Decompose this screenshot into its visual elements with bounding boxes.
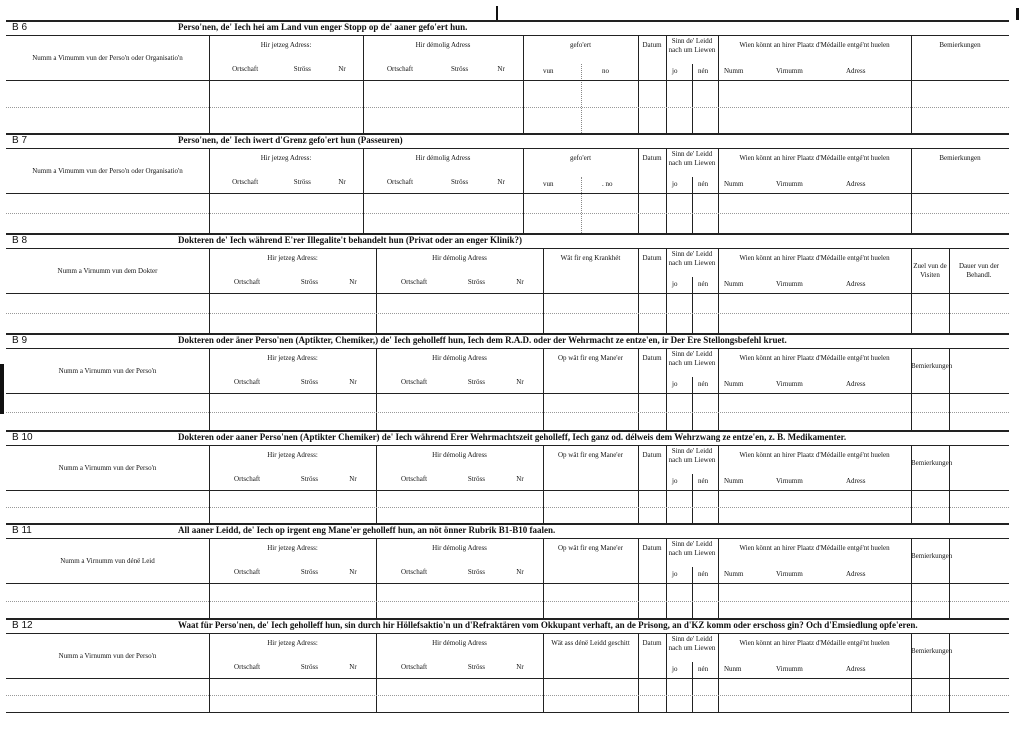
registration-form: [6, 20, 1009, 713]
form-bottom-line: [6, 712, 1009, 713]
strooss-label: Ströss: [467, 663, 485, 671]
current-address-label: Hir jetzeg Adress:: [260, 154, 312, 162]
column-line: [718, 149, 719, 233]
current-address-label: Hir jetzeg Adress:: [267, 254, 318, 262]
section-title: Dokteren de' Iech während E'rer Illegalite't behandelt hun (Privat oder an enger Klinik?): [178, 235, 523, 245]
section-b-11: [6, 523, 1009, 618]
column-line: [718, 539, 719, 618]
former-address-label: Hir démolig Adress: [415, 154, 471, 162]
strooss-label: Ströss: [300, 278, 318, 286]
ortschaft-label: Ortschaft: [387, 65, 414, 73]
column-line: [911, 634, 912, 712]
nr-label: Nr: [349, 663, 357, 671]
column-line: [581, 64, 582, 133]
alive-label: Sinn de' Leidd nach um Liewen: [668, 150, 716, 167]
strooss-label: Ströss: [451, 65, 469, 73]
row-line: [6, 107, 1009, 108]
recipient-name-label: Numm: [724, 570, 744, 578]
section-title: Perso'nen, de' Iech hei am Land vun enger Stopp op de' aaner gefo'ert hun.: [178, 22, 468, 32]
yes-label: jo: [672, 380, 678, 388]
column-line: [718, 634, 719, 712]
row-line: [6, 412, 1009, 413]
current-address-label: Hir jetzeg Adress:: [267, 639, 318, 647]
section-header: [6, 523, 1009, 539]
column-line: [911, 36, 912, 133]
nr-label: Nr: [497, 178, 505, 186]
column-line: [363, 36, 364, 133]
section-code: B 9: [12, 335, 28, 346]
alive-label: Sinn de' Leidd nach um Liewen: [668, 250, 716, 267]
header-line: [6, 193, 1009, 194]
section-b-12: [6, 618, 1009, 712]
datum-label: Datum: [642, 154, 662, 162]
column-line: [718, 249, 719, 333]
nr-label: Nr: [516, 663, 524, 671]
col-name-label: Numm a Virnumm vun der Perso'n: [58, 367, 157, 375]
yes-label: jo: [672, 180, 678, 188]
column-line: [692, 177, 693, 233]
section-title: Dokteren oder äner Perso'nen (Aptikter, Chemiker,) de' Iech geholleff hun, Iech dem R.A.D. oder der Wehrmacht ze entze'en, ir Der Ere Stellongsbefehl kruet.: [178, 335, 787, 345]
medal-recipient-label: Wien könnt an hirer Plaatz d'Médaille entgé'nt huelen: [739, 639, 890, 647]
section-header: [6, 133, 1009, 149]
no-label: nén: [698, 477, 709, 485]
section-b-6: [6, 20, 1009, 133]
strooss-label: Ströss: [467, 378, 485, 386]
recipient-address-label: Adress: [846, 180, 866, 188]
extra-column-label: Op wät fir eng Mane'er: [557, 544, 623, 552]
ortschaft-label: Ortschaft: [401, 475, 428, 483]
column-line: [692, 662, 693, 712]
former-address-label: Hir démolig Adress: [432, 354, 487, 362]
column-line: [949, 446, 950, 523]
extra-column-label: gefo'ert: [569, 41, 592, 49]
nr-label: Nr: [338, 178, 346, 186]
row-line: [6, 213, 1009, 214]
datum-label: Datum: [642, 254, 662, 262]
recipient-address-label: Adress: [846, 280, 866, 288]
recipient-address-label: Adress: [846, 570, 866, 578]
strooss-label: Ströss: [300, 663, 318, 671]
recipient-firstname-label: Virnumm: [776, 665, 803, 673]
section-table: [6, 446, 1009, 524]
top-crop-mark: [496, 6, 498, 20]
visits-label: Bemierkungen: [911, 459, 953, 467]
ortschaft-label: Ortschaft: [234, 278, 261, 286]
col-name-label: Numm a Virnumm vun dem Dokter: [57, 267, 158, 275]
medal-recipient-label: Wien könnt an hirer Plaatz d'Médaille entgé'nt huelen: [739, 154, 890, 162]
section-title: Waat für Perso'nen, de' Iech geholleff hun, sin durch hir Höllefsaktio'n un d'Refraktären vom Okkupant verhaft, an de Prisong, an d'KZ komm oder erschoss gin? Och d'Emsiedlung opfe'eren.: [178, 620, 918, 630]
row-line: [6, 695, 1009, 696]
datum-label: Datum: [642, 451, 662, 459]
yes-label: jo: [672, 67, 678, 75]
medal-recipient-label: Wien könnt an hirer Plaatz d'Médaille entgé'nt huelen: [739, 354, 890, 362]
former-address-label: Hir démolig Adress: [432, 544, 487, 552]
extra-to-label: no: [602, 67, 609, 75]
row-line: [6, 313, 1009, 314]
section-b-7: [6, 133, 1009, 233]
ortschaft-label: Ortschaft: [234, 568, 261, 576]
nr-label: Nr: [349, 475, 357, 483]
recipient-firstname-label: Virnumm: [776, 280, 803, 288]
section-table: [6, 539, 1009, 619]
recipient-name-label: Numm: [724, 477, 744, 485]
ortschaft-label: Ortschaft: [401, 278, 428, 286]
section-code: B 6: [12, 22, 28, 33]
section-code: B 8: [12, 235, 28, 246]
no-label: nén: [698, 380, 709, 388]
former-address-label: Hir démolig Adress: [432, 451, 487, 459]
datum-label: Datum: [642, 544, 662, 552]
nr-label: Nr: [516, 378, 524, 386]
datum-label: Datum: [642, 41, 662, 49]
ortschaft-label: Ortschaft: [234, 475, 261, 483]
nr-label: Nr: [516, 278, 524, 286]
ortschaft-label: Ortschaft: [401, 378, 428, 386]
column-line: [692, 474, 693, 523]
column-line: [718, 36, 719, 133]
strooss-label: Ströss: [467, 568, 485, 576]
yes-label: jo: [672, 665, 678, 673]
section-title: Dokteren oder aaner Perso'nen (Aptikter Chemiker) de' Iech während Erer Wehrmachtszeit geholleff, Iech ganz od. délweis dem Wehrzwang ze entze'en, z. B. Medikamenter.: [178, 432, 847, 442]
column-line: [692, 377, 693, 430]
column-line: [692, 567, 693, 618]
extra-column-label: Op wät fir eng Mane'er: [557, 451, 623, 459]
col-name-label: Numm a Virnumm vun der Perso'n: [58, 652, 157, 660]
alive-label: Sinn de' Leidd nach um Liewen: [668, 37, 716, 54]
current-address-label: Hir jetzeg Adress:: [260, 41, 312, 49]
section-title: Perso'nen, de' Iech iwert d'Grenz gefo'ert hun (Passeuren): [178, 135, 403, 145]
medal-recipient-label: Wien könnt an hirer Plaatz d'Médaille entgé'nt huelen: [739, 544, 890, 552]
former-address-label: Hir démolig Adress: [432, 254, 487, 262]
yes-label: jo: [672, 570, 678, 578]
recipient-address-label: Adress: [846, 665, 866, 673]
visits-label: Bemierkungen: [911, 362, 953, 370]
section-table: [6, 249, 1009, 334]
recipient-firstname-label: Virnumm: [776, 180, 803, 188]
nr-label: Nr: [349, 378, 357, 386]
current-address-label: Hir jetzeg Adress:: [267, 354, 318, 362]
section-code: B 7: [12, 135, 28, 146]
row-line: [6, 601, 1009, 602]
ortschaft-label: Ortschaft: [234, 378, 261, 386]
section-table: [6, 634, 1009, 713]
column-line: [209, 36, 210, 133]
column-line: [523, 36, 524, 133]
recipient-name-label: Numm: [724, 380, 744, 388]
header-line: [6, 293, 1009, 294]
datum-label: Datum: [642, 639, 662, 647]
section-header: [6, 233, 1009, 249]
section-code: B 11: [12, 525, 32, 536]
strooss-label: Ströss: [467, 278, 485, 286]
ortschaft-label: Ortschaft: [232, 178, 259, 186]
datum-label: Datum: [642, 354, 662, 362]
section-table: [6, 349, 1009, 431]
medal-recipient-label: Wien könnt an hirer Plaatz d'Médaille entgé'nt huelen: [739, 41, 890, 49]
ortschaft-label: Ortschaft: [234, 663, 261, 671]
header-line: [6, 393, 1009, 394]
alive-label: Sinn de' Leidd nach um Liewen: [668, 350, 716, 367]
strooss-label: Ströss: [300, 378, 318, 386]
section-code: B 10: [12, 432, 33, 443]
medal-recipient-label: Wien könnt an hirer Plaatz d'Médaille entgé'nt huelen: [739, 254, 890, 262]
strooss-label: Ströss: [293, 178, 311, 186]
recipient-firstname-label: Virnumm: [776, 477, 803, 485]
nr-label: Nr: [349, 568, 357, 576]
left-edge-mark: [0, 364, 4, 414]
alive-label: Sinn de' Leidd nach um Liewen: [668, 447, 716, 464]
extra-from-label: vun: [543, 180, 554, 188]
strooss-label: Ströss: [293, 65, 311, 73]
column-line: [949, 634, 950, 712]
header-line: [6, 583, 1009, 584]
recipient-name-label: Numm: [724, 67, 744, 75]
column-line: [911, 446, 912, 523]
column-line: [581, 177, 582, 233]
current-address-label: Hir jetzeg Adress:: [267, 451, 318, 459]
column-line: [692, 64, 693, 133]
column-line: [718, 446, 719, 523]
section-b-9: [6, 333, 1009, 430]
recipient-address-label: Adress: [846, 67, 866, 75]
former-address-label: Hir démolig Adress: [415, 41, 471, 49]
ortschaft-label: Ortschaft: [401, 663, 428, 671]
strooss-label: Ströss: [451, 178, 469, 186]
visits-label: Zuel vun de Visiten: [913, 262, 947, 279]
duration-label: Dauer vun der Behandl.: [958, 262, 1000, 279]
ortschaft-label: Ortschaft: [401, 568, 428, 576]
remarks-label: Bemierkungen: [939, 154, 981, 162]
strooss-label: Ströss: [300, 475, 318, 483]
recipient-name-label: Numm: [724, 180, 744, 188]
medal-recipient-label: Wien könnt an hirer Plaatz d'Médaille entgé'nt huelen: [739, 451, 890, 459]
row-line: [6, 507, 1009, 508]
alive-label: Sinn de' Leidd nach um Liewen: [668, 635, 716, 652]
recipient-name-label: Nunm: [724, 665, 742, 673]
no-label: nén: [698, 570, 709, 578]
section-code: B 12: [12, 620, 33, 631]
column-line: [692, 277, 693, 333]
column-line: [718, 349, 719, 430]
recipient-name-label: Numm: [724, 280, 744, 288]
nr-label: Nr: [349, 278, 357, 286]
col-name-label: Numm a Vimumm vun der Perso'n oder Organisatio'n: [32, 167, 183, 175]
alive-label: Sinn de' Leidd nach um Liewen: [668, 540, 716, 557]
column-line: [638, 36, 639, 133]
extra-column-label: gefo'ert: [569, 154, 592, 162]
header-line: [6, 678, 1009, 679]
no-label: nén: [698, 67, 709, 75]
current-address-label: Hir jetzeg Adress:: [267, 544, 318, 552]
ortschaft-label: Ortschaft: [387, 178, 414, 186]
visits-label: Bemierkungen: [911, 552, 953, 560]
section-b-10: [6, 430, 1009, 523]
section-header: [6, 333, 1009, 349]
col-name-label: Numm a Virnumm vun der Perso'n: [58, 464, 157, 472]
section-table: [6, 149, 1009, 234]
former-address-label: Hir démolig Adress: [432, 639, 487, 647]
no-label: nén: [698, 665, 709, 673]
recipient-firstname-label: Virnumm: [776, 570, 803, 578]
section-header: [6, 618, 1009, 634]
visits-label: Bemierkungen: [911, 647, 953, 655]
remarks-label: Bemierkungen: [939, 41, 981, 49]
extra-to-label: . no: [602, 180, 613, 188]
recipient-firstname-label: Virnumm: [776, 380, 803, 388]
section-b-8: [6, 233, 1009, 333]
ortschaft-label: Ortschaft: [232, 65, 259, 73]
nr-label: Nr: [497, 65, 505, 73]
header-line: [6, 80, 1009, 81]
extra-column-label: Wät ass dénë Leidd geschitt: [551, 639, 630, 647]
nr-label: Nr: [516, 475, 524, 483]
column-line: [949, 539, 950, 618]
recipient-address-label: Adress: [846, 380, 866, 388]
strooss-label: Ströss: [300, 568, 318, 576]
no-label: nén: [698, 280, 709, 288]
extra-column-label: Op wät fir eng Mane'er: [557, 354, 623, 362]
col-name-label: Numm a Vimumm vun der Perso'n oder Organisatio'n: [32, 54, 183, 62]
section-table: [6, 36, 1009, 134]
col-name-label: Numm a Virnumm vun dénë Leid: [60, 557, 155, 565]
section-header: [6, 20, 1009, 36]
recipient-firstname-label: Virnumm: [776, 67, 803, 75]
yes-label: jo: [672, 477, 678, 485]
section-header: [6, 430, 1009, 446]
header-line: [6, 490, 1009, 491]
yes-label: jo: [672, 280, 678, 288]
nr-label: Nr: [516, 568, 524, 576]
section-title: All aaner Leidd, de' Iech op irgent eng Mane'er geholleff hun, an nöt önner Rubrik B1-B10 faalen.: [178, 525, 556, 535]
column-line: [911, 539, 912, 618]
right-crop-mark: [1016, 8, 1019, 20]
no-label: nén: [698, 180, 709, 188]
strooss-label: Ströss: [467, 475, 485, 483]
extra-from-label: vun: [543, 67, 554, 75]
nr-label: Nr: [338, 65, 346, 73]
extra-column-label: Wät fir eng Krankhét: [560, 254, 621, 262]
recipient-address-label: Adress: [846, 477, 866, 485]
